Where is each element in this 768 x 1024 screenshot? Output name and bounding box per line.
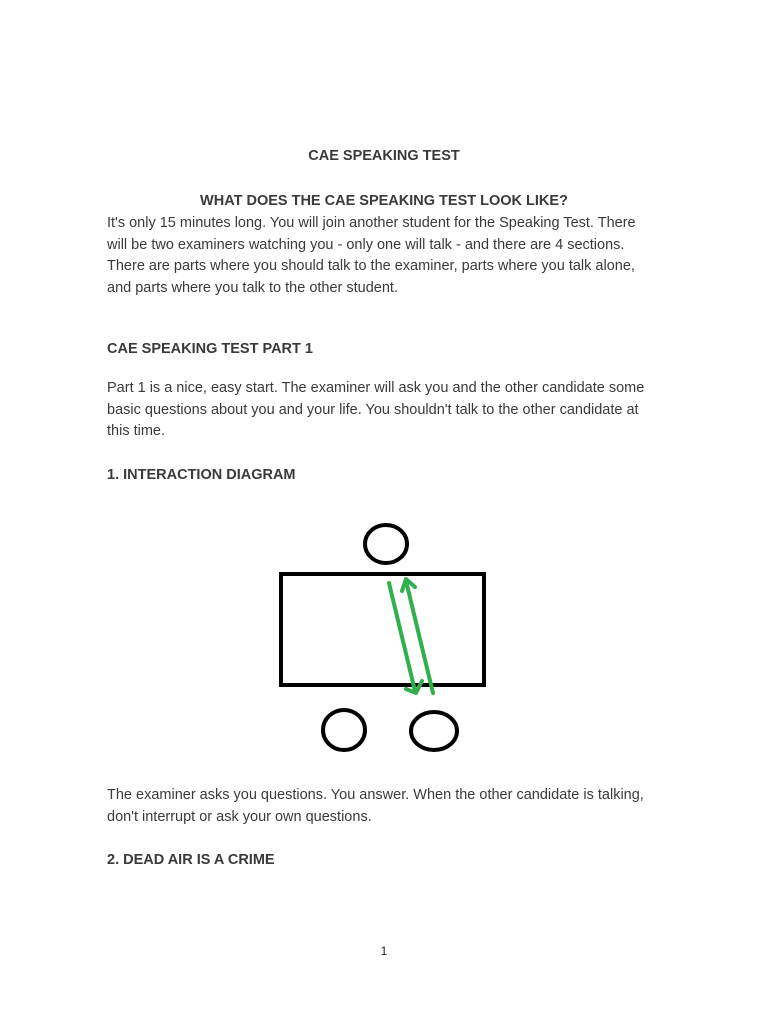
section-subtitle: WHAT DOES THE CAE SPEAKING TEST LOOK LIKE? [200, 193, 568, 209]
dead-air-heading: 2. DEAD AIR IS A CRIME [107, 852, 275, 868]
interaction-diagram-heading: 1. INTERACTION DIAGRAM [107, 467, 296, 483]
table-rectangle [281, 574, 484, 685]
candidate-left-circle [323, 710, 365, 750]
candidate-right-circle [411, 712, 457, 750]
interaction-diagram [270, 515, 500, 760]
part1-heading: CAE SPEAKING TEST PART 1 [107, 341, 313, 357]
part1-paragraph: Part 1 is a nice, easy start. The examiner will ask you and the other candidate some basic questions about you and your life. You shouldn't talk to the other candidate at this time. [107, 380, 645, 439]
intro-paragraph: It's only 15 minutes long. You will join another student for the Speaking Test. There will be two examiners watching you - only one will talk - and there are 4 sections. There are parts where you should talk to the examiner, parts where you talk alone, and parts where you talk to the other student. [107, 215, 636, 296]
document-title: CAE SPEAKING TEST [308, 148, 460, 164]
diagram-caption-paragraph: The examiner asks you questions. You answer. When the other candidate is talking, don't interrupt or ask your own questions. [107, 787, 644, 825]
examiner-circle [365, 525, 407, 563]
page-number: 1 [380, 944, 388, 958]
interaction-arrows [389, 579, 433, 693]
